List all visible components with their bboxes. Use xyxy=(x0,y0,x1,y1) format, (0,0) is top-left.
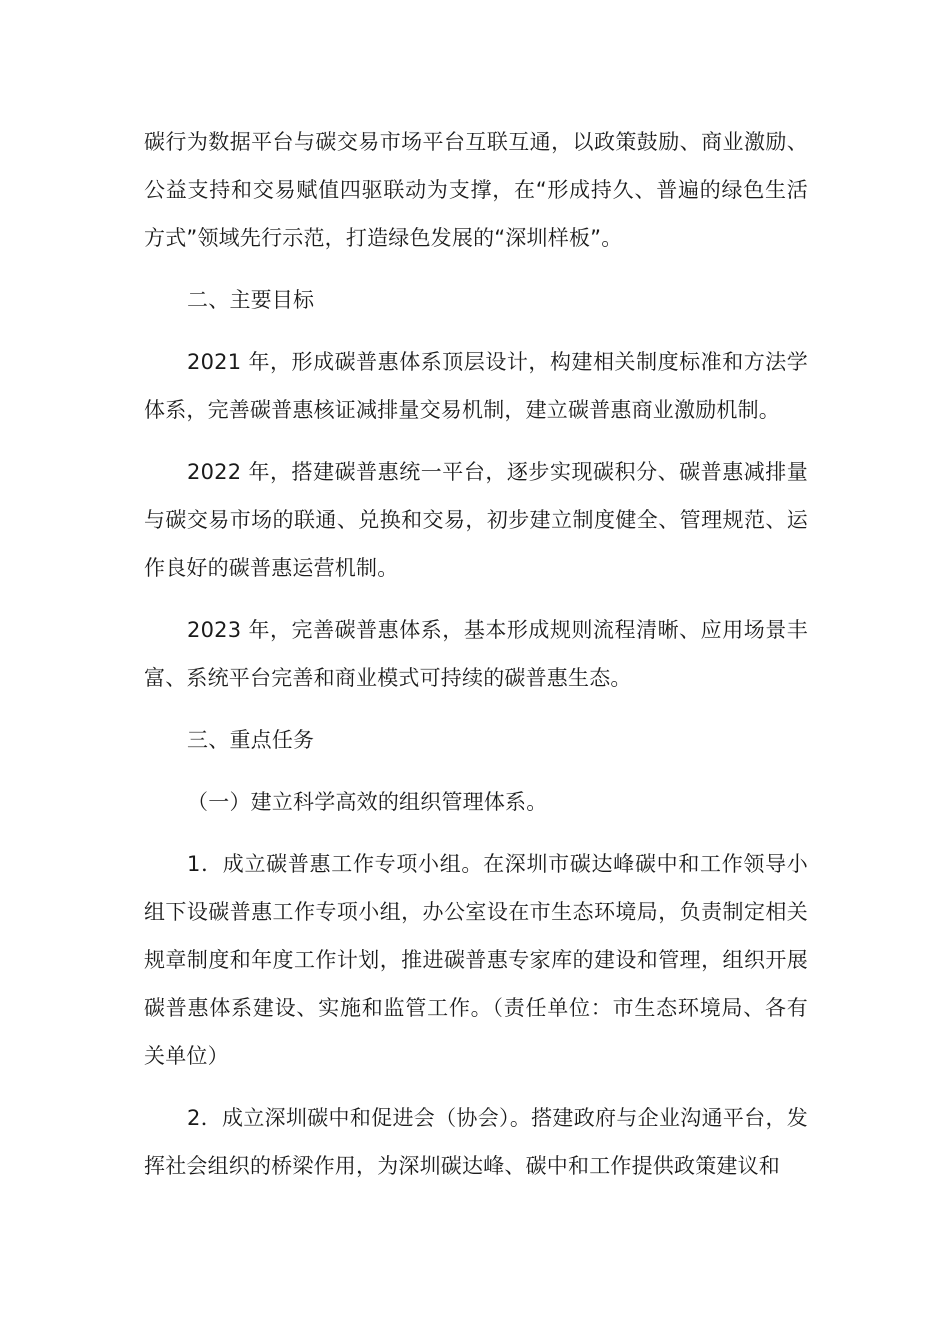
task-group-1-heading: （一）建立科学高效的组织管理体系。 xyxy=(187,790,548,814)
intro-continued-paragraph: 碳行为数据平台与碳交易市场平台互联互通，以政策鼓励、商业激励、公益支持和交易赋值四驱联动为支撑，在“形成持久、普遍的绿色生活方式”领域先行示范，打造绿色发展的“深圳样板”。 xyxy=(144,130,808,250)
task-1-paragraph: 1．成立碳普惠工作专项小组。在深圳市碳达峰碳中和工作领导小组下设碳普惠工作专项小组，办公室设在市生态环境局，负责制定相关规章制度和年度工作计划，推进碳普惠专家库的建设和管理，组织开展碳普惠体系建设、实施和监管工作。（责任单位：市生态环境局、各有关单位） xyxy=(144,852,808,1068)
task-2-paragraph: 2．成立深圳碳中和促进会（协会）。搭建政府与企业沟通平台，发挥社会组织的桥梁作用，为深圳碳达峰、碳中和工作提供政策建议和 xyxy=(144,1106,808,1178)
document-page xyxy=(144,118,808,1190)
main-goals-heading: 二、主要目标 xyxy=(187,288,315,312)
goal-2022-paragraph: 2022 年，搭建碳普惠统一平台，逐步实现碳积分、碳普惠减排量与碳交易市场的联通、兑换和交易，初步建立制度健全、管理规范、运作良好的碳普惠运营机制。 xyxy=(144,460,808,580)
key-tasks-heading: 三、重点任务 xyxy=(187,728,315,752)
goal-2023-paragraph: 2023 年，完善碳普惠体系，基本形成规则流程清晰、应用场景丰富、系统平台完善和商业模式可持续的碳普惠生态。 xyxy=(144,618,808,690)
goal-2021-paragraph: 2021 年，形成碳普惠体系顶层设计，构建相关制度标准和方法学体系，完善碳普惠核证减排量交易机制，建立碳普惠商业激励机制。 xyxy=(144,350,808,422)
